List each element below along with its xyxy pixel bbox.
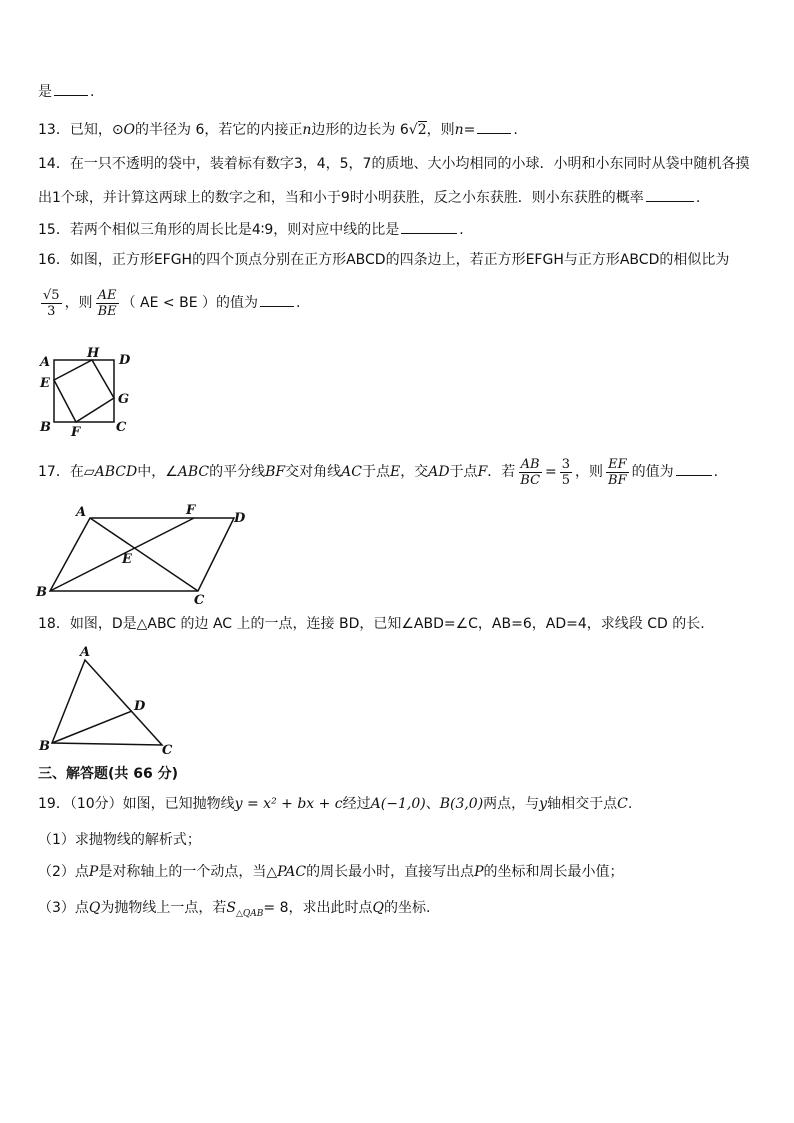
question-15 xyxy=(38,218,464,240)
q12-prefix: 是 xyxy=(38,84,52,100)
radical-icon: √ xyxy=(408,122,418,138)
q17-f3-num: EF xyxy=(608,456,627,472)
q14-answer-blank[interactable] xyxy=(646,186,694,202)
q19-part-2 xyxy=(38,862,624,882)
q19-sep: 、 xyxy=(425,796,440,812)
label-a: A xyxy=(40,355,51,370)
q13-text-e: = xyxy=(463,122,476,138)
q19-p3-s: S xyxy=(226,900,236,916)
label-h: H xyxy=(87,346,100,361)
label-f: F xyxy=(71,425,81,440)
label-f: F xyxy=(186,503,196,518)
q17-text-i: ，则 xyxy=(575,464,604,480)
parallelogram-abcd xyxy=(50,518,234,591)
q17-abcd: ABCD xyxy=(94,464,138,480)
question-18: 18．如图，D是△ABC 的边 AC 上的一点，连接 BD，已知∠ABD=∠C，AB=6，AD=4，求线段 CD 的长. xyxy=(38,616,705,632)
section-3-title: 三、解答题(共 66 分) xyxy=(38,766,179,782)
q17-f1-den: BC xyxy=(520,472,541,488)
square-efgh xyxy=(54,360,114,422)
q17-parallelogram-figure xyxy=(34,500,264,610)
q19-p2-pac: PAC xyxy=(277,864,307,880)
label-c: C xyxy=(194,593,205,608)
q16-frac-num: AE xyxy=(97,287,117,303)
q13-text-c: 边形的边长为 6 xyxy=(311,122,409,138)
label-d: D xyxy=(134,699,146,714)
q17-f2-num: 3 xyxy=(561,456,571,472)
q14-text: 出1个球，并计算这两球上的数字之和，当和小于9时小明获胜，反之小东获胜．则小东获胜的概率 xyxy=(38,190,644,206)
q19-p3-q: Q xyxy=(88,900,101,916)
label-a: A xyxy=(76,505,87,520)
segment-bd xyxy=(52,711,132,743)
q19-point-a: A(−1,0) xyxy=(370,796,426,812)
q12-tail xyxy=(38,80,94,102)
q16-ae-be-fraction xyxy=(96,288,119,319)
label-c: C xyxy=(116,420,127,435)
q19-end: . xyxy=(627,796,633,812)
q17-text-f: ，交 xyxy=(400,464,429,480)
label-g: G xyxy=(118,392,130,407)
q19-p2-p2: P xyxy=(474,864,484,880)
q16-condition: （ AE < BE ）的值为 xyxy=(121,295,259,311)
q17-answer-blank[interactable] xyxy=(676,460,712,476)
diagonal-ac xyxy=(90,518,198,591)
q17-end: . xyxy=(713,464,719,480)
q19-text-b: 经过 xyxy=(342,796,371,812)
label-d: D xyxy=(234,511,246,526)
square-abcd xyxy=(54,360,114,422)
q19-p3-b: 为抛物线上一点，若 xyxy=(100,900,227,916)
label-b: B xyxy=(39,739,50,754)
q19-p3-eq: = 8 xyxy=(263,900,289,916)
q17-ac: AC xyxy=(341,464,362,480)
q16-ratio-num: √5 xyxy=(43,287,60,303)
label-e: E xyxy=(40,376,50,391)
q17-ab-bc-fraction xyxy=(518,457,542,488)
q19-p2-p: P xyxy=(88,864,99,880)
q17-text-e: 于点 xyxy=(361,464,390,480)
label-b: B xyxy=(36,585,47,600)
q17-text-h: ．若 xyxy=(487,464,516,480)
q17-text-c: 的平分线 xyxy=(209,464,266,480)
q16-ratio-fraction xyxy=(41,288,62,319)
q15-end: . xyxy=(459,222,464,238)
q17-text-g: 于点 xyxy=(449,464,478,480)
q19-p3-sub: △QAB xyxy=(236,908,264,919)
q13-circle-o: O xyxy=(123,122,136,138)
label-e: E xyxy=(122,552,132,567)
q16-frac-den: BE xyxy=(97,303,117,319)
q19-part-1: （1）求抛物线的解析式； xyxy=(38,832,201,848)
q16-answer-blank[interactable] xyxy=(260,291,294,307)
q17-f3-den: BF xyxy=(608,472,627,488)
q19-p3-c: ，求出此时点 xyxy=(288,900,373,916)
q19-point-b: B(3,0) xyxy=(439,796,484,812)
q19-y: y xyxy=(539,796,548,812)
q17-f1-num: AB xyxy=(520,456,540,472)
q13-text-a: 13．已知，⊙ xyxy=(38,122,124,138)
q13-radicand: 2 xyxy=(417,122,427,138)
q19-text-a: 19．（10分）如图，已知抛物线 xyxy=(38,796,235,812)
q13-sqrt xyxy=(409,121,427,138)
question-14-line2 xyxy=(38,186,700,208)
q12-suffix: . xyxy=(90,84,95,100)
q17-three-fifths xyxy=(560,457,572,488)
q17-ad: AD xyxy=(428,464,450,480)
q15-answer-blank[interactable] xyxy=(401,218,457,234)
q13-answer-blank[interactable] xyxy=(477,118,511,134)
q19-p2-b: 是对称轴上的一个动点，当△ xyxy=(98,864,278,880)
q19-equation: y = x² + bx + c xyxy=(234,796,343,812)
q19-c: C xyxy=(617,796,628,812)
q13-n2: n xyxy=(454,122,464,138)
q19-p2-a: （2）点 xyxy=(38,864,89,880)
label-d: D xyxy=(119,353,131,368)
q17-e: E xyxy=(389,464,401,480)
q16-square-figure xyxy=(36,345,136,440)
q19-p3-d: 的坐标. xyxy=(384,900,431,916)
q19-text-c: 两点，与 xyxy=(483,796,540,812)
q16-ratio-den: 3 xyxy=(47,303,56,319)
q19-p3-q2: Q xyxy=(372,900,384,916)
triangle-abc xyxy=(52,660,162,745)
question-16-line1: 16．如图，正方形EFGH的四个顶点分别在正方形ABCD的四条边上，若正方形EFGH与正方形ABCD的相似比为 xyxy=(38,252,730,268)
question-17 xyxy=(38,452,718,492)
question-14-line1: 14．在一只不透明的袋中，装着标有数字3，4，5，7的质地、大小均相同的小球．小明和小东同时从袋中随机各摸 xyxy=(38,156,750,172)
q13-text-b: 的半径为 6，若它的内接正 xyxy=(135,122,303,138)
q19-p2-d: 的坐标和周长最小值； xyxy=(483,864,624,880)
q13-n: n xyxy=(302,122,312,138)
q17-abc: ABC xyxy=(177,464,210,480)
q19-text-d: 轴相交于点 xyxy=(547,796,618,812)
q13-text-d: ，则 xyxy=(426,122,455,138)
q19-p2-c: 的周长最小时，直接写出点 xyxy=(306,864,475,880)
q17-text-d: 交对角线 xyxy=(285,464,342,480)
q17-f2-den: 5 xyxy=(561,472,571,488)
q19-p3-a: （3）点 xyxy=(38,900,89,916)
question-13 xyxy=(38,118,518,140)
q16-text-b: ，则 xyxy=(64,295,93,311)
q13-end: . xyxy=(513,122,518,138)
question-16-line2 xyxy=(38,284,300,322)
q17-ef-bf-fraction xyxy=(606,457,629,488)
q17-bf: BF xyxy=(265,464,286,480)
q17-eq: = xyxy=(545,464,557,480)
q12-answer-blank[interactable] xyxy=(54,80,88,96)
q17-text-j: 的值为 xyxy=(631,464,674,480)
label-b: B xyxy=(40,420,51,435)
q17-f: F xyxy=(477,464,488,480)
q17-text-b: 中，∠ xyxy=(137,464,178,480)
label-a: A xyxy=(80,645,91,660)
q17-text-a: 17．在▱ xyxy=(38,464,95,480)
q16-end: . xyxy=(296,295,301,311)
q15-text: 15．若两个相似三角形的周长比是4∶9，则对应中线的比是 xyxy=(38,222,400,238)
q19-part-3 xyxy=(38,898,430,924)
q18-triangle-figure xyxy=(34,642,184,760)
label-c: C xyxy=(162,743,173,758)
q14-end: . xyxy=(695,190,701,206)
question-19 xyxy=(38,794,632,814)
